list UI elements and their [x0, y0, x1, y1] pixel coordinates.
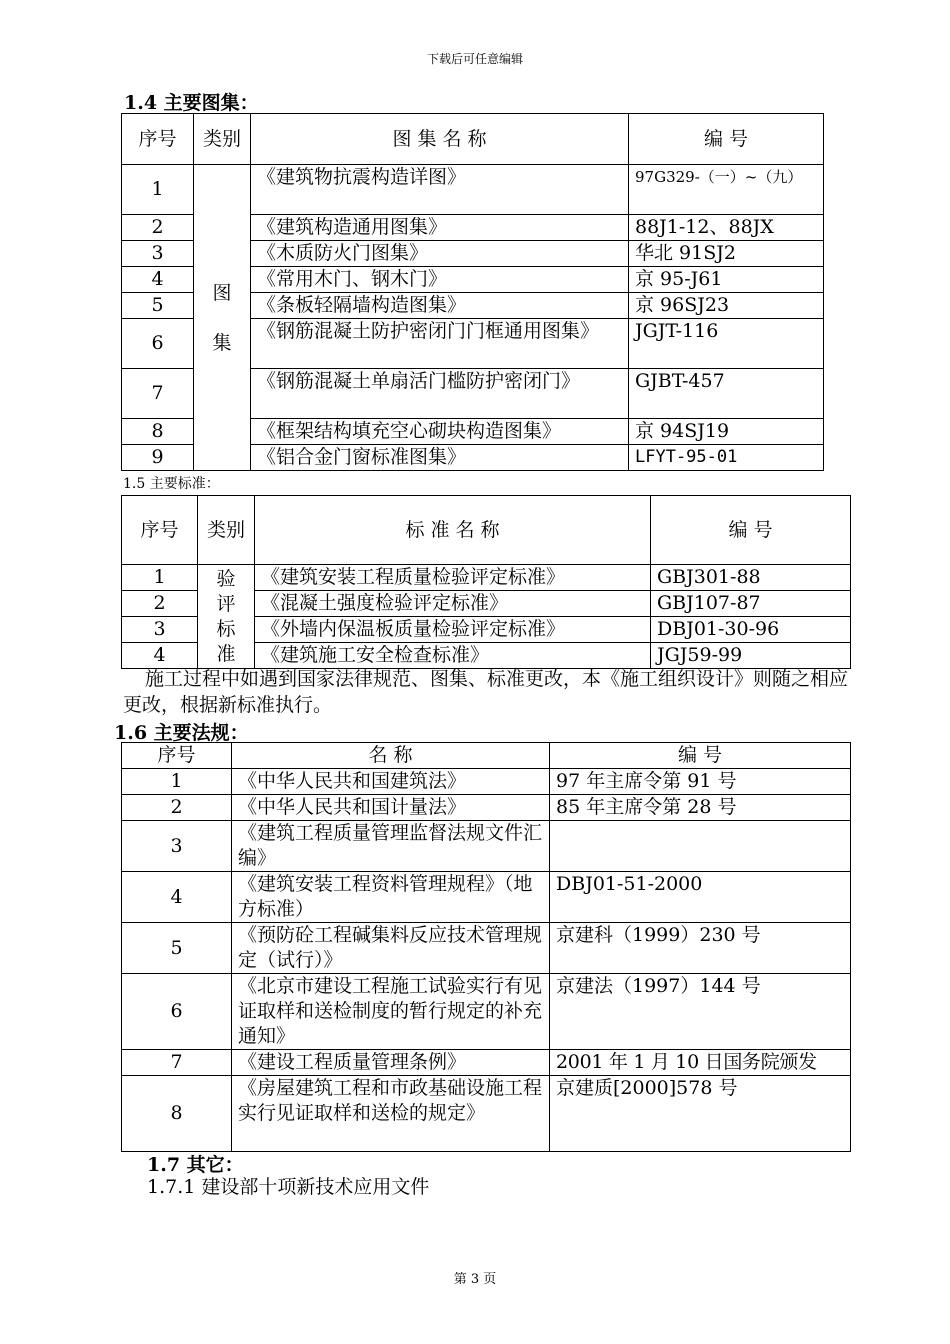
row-no: 4	[122, 643, 198, 669]
row-no: 4	[122, 872, 232, 923]
col-header-no: 序号	[122, 114, 194, 165]
section-1-7-heading: 1.7 其它：	[147, 1154, 244, 1176]
row-no: 2	[122, 591, 198, 617]
col-header-code: 编 号	[550, 743, 851, 769]
table-header-row	[122, 114, 824, 165]
row-code: 京 95-J61	[629, 267, 824, 293]
standards-table	[121, 495, 851, 669]
row-name: 《建筑施工安全检查标准》	[255, 643, 651, 669]
row-no: 1	[122, 565, 198, 591]
row-code	[550, 821, 851, 872]
row-no: 1	[122, 165, 194, 215]
row-code: GJBT-457	[629, 369, 824, 419]
row-no: 7	[122, 369, 194, 419]
row-no: 2	[122, 215, 194, 241]
col-header-code: 编 号	[651, 496, 851, 565]
row-code: JGJ59-99	[651, 643, 851, 669]
row-no: 8	[122, 419, 194, 445]
table-row	[122, 1076, 851, 1152]
col-header-name: 标 准 名 称	[255, 496, 651, 565]
table-row	[122, 165, 824, 215]
row-name: 《预防砼工程碱集料反应技术管理规定（试行）》	[232, 923, 550, 974]
regulations-table	[121, 742, 851, 1152]
table-row	[122, 821, 851, 872]
row-code: 2001 年 1 月 10 日国务院颁发	[550, 1050, 851, 1076]
col-header-name: 图 集 名 称	[251, 114, 629, 165]
col-header-category: 类别	[198, 496, 255, 565]
row-code: 京建质[2000]578 号	[550, 1076, 851, 1152]
row-code: GBJ107-87	[651, 591, 851, 617]
col-header-code: 编 号	[629, 114, 824, 165]
row-name: 《钢筋混凝土单扇活门槛防护密闭门》	[251, 369, 629, 419]
table-row	[122, 565, 851, 591]
row-no: 3	[122, 241, 194, 267]
table-row	[122, 923, 851, 974]
section-1-6-heading: 1.6 主要法规：	[114, 722, 249, 744]
row-name: 《建筑构造通用图集》	[251, 215, 629, 241]
row-no: 7	[122, 1050, 232, 1076]
section-1-5-heading: 1.5 主要标准：	[123, 476, 220, 492]
section-1-4-heading: 1.4 主要图集：	[124, 92, 259, 114]
row-name: 《建筑安装工程资料管理规程》（地方标准）	[232, 872, 550, 923]
row-no: 1	[122, 769, 232, 795]
col-header-no: 序号	[122, 496, 198, 565]
row-name: 《木质防火门图集》	[251, 241, 629, 267]
row-name: 《中华人民共和国计量法》	[232, 795, 550, 821]
page-header: 下载后可任意编辑	[426, 52, 523, 66]
row-no: 3	[122, 617, 198, 643]
row-code: DBJ01-51-2000	[550, 872, 851, 923]
row-code: 97G329-（一）~（九）	[629, 165, 824, 215]
row-no: 5	[122, 293, 194, 319]
table-row	[122, 872, 851, 923]
atlas-table	[121, 113, 824, 471]
row-name: 《外墙内保温板质量检验评定标准》	[255, 617, 651, 643]
row-code: JGJT-116	[629, 319, 824, 369]
paragraph-text: 施工过程中如遇到国家法律规范、图集、标准更改，本《施工组织设计》则随之相应更改，根据新标准执行。	[123, 668, 849, 716]
row-name: 《钢筋混凝土防护密闭门门框通用图集》	[251, 319, 629, 369]
table-row	[122, 974, 851, 1050]
row-name: 《条板轻隔墙构造图集》	[251, 293, 629, 319]
row-code: 华北 91SJ2	[629, 241, 824, 267]
table-header-row	[122, 743, 851, 769]
table-header-row	[122, 496, 851, 565]
row-code: 京建科（1999）230 号	[550, 923, 851, 974]
row-code: 88J1-12、88JX	[629, 215, 824, 241]
row-name: 《建设工程质量管理条例》	[232, 1050, 550, 1076]
row-name: 《建筑物抗震构造详图》	[251, 165, 629, 215]
row-name: 《常用木门、钢木门》	[251, 267, 629, 293]
row-no: 5	[122, 923, 232, 974]
row-code: GBJ301-88	[651, 565, 851, 591]
row-no: 4	[122, 267, 194, 293]
section-1-7-item: 1.7.1 建设部十项新技术应用文件	[147, 1176, 430, 1198]
row-name: 《建筑安装工程质量检验评定标准》	[255, 565, 651, 591]
table-row	[122, 769, 851, 795]
row-code: 85 年主席令第 28 号	[550, 795, 851, 821]
table-row	[122, 795, 851, 821]
row-name: 《框架结构填充空心砌块构造图集》	[251, 419, 629, 445]
row-no: 8	[122, 1076, 232, 1152]
col-header-name: 名 称	[232, 743, 550, 769]
row-code: 京建法（1997）144 号	[550, 974, 851, 1050]
page-footer: 第 3 页	[453, 1272, 497, 1287]
row-code: DBJ01-30-96	[651, 617, 851, 643]
row-no: 6	[122, 319, 194, 369]
row-name: 《中华人民共和国建筑法》	[232, 769, 550, 795]
row-no: 6	[122, 974, 232, 1050]
row-name: 《混凝土强度检验评定标准》	[255, 591, 651, 617]
row-code: 京 94SJ19	[629, 419, 824, 445]
row-no: 9	[122, 445, 194, 471]
col-header-category: 类别	[194, 114, 251, 165]
row-name: 《房屋建筑工程和市政基础设施工程实行见证取样和送检的规定》	[232, 1076, 550, 1152]
row-code: 京 96SJ23	[629, 293, 824, 319]
row-code: LFYT-95-01	[629, 445, 824, 471]
row-code: 97 年主席令第 91 号	[550, 769, 851, 795]
row-name: 《铝合金门窗标准图集》	[251, 445, 629, 471]
row-name: 《北京市建设工程施工试验实行有见证取样和送检制度的暂行规定的补充通知》	[232, 974, 550, 1050]
category-cell: 图集	[194, 165, 251, 471]
row-name: 《建筑工程质量管理监督法规文件汇编》	[232, 821, 550, 872]
row-no: 3	[122, 821, 232, 872]
category-cell: 验评标准	[198, 565, 255, 669]
col-header-no: 序号	[122, 743, 232, 769]
row-no: 2	[122, 795, 232, 821]
table-row	[122, 1050, 851, 1076]
